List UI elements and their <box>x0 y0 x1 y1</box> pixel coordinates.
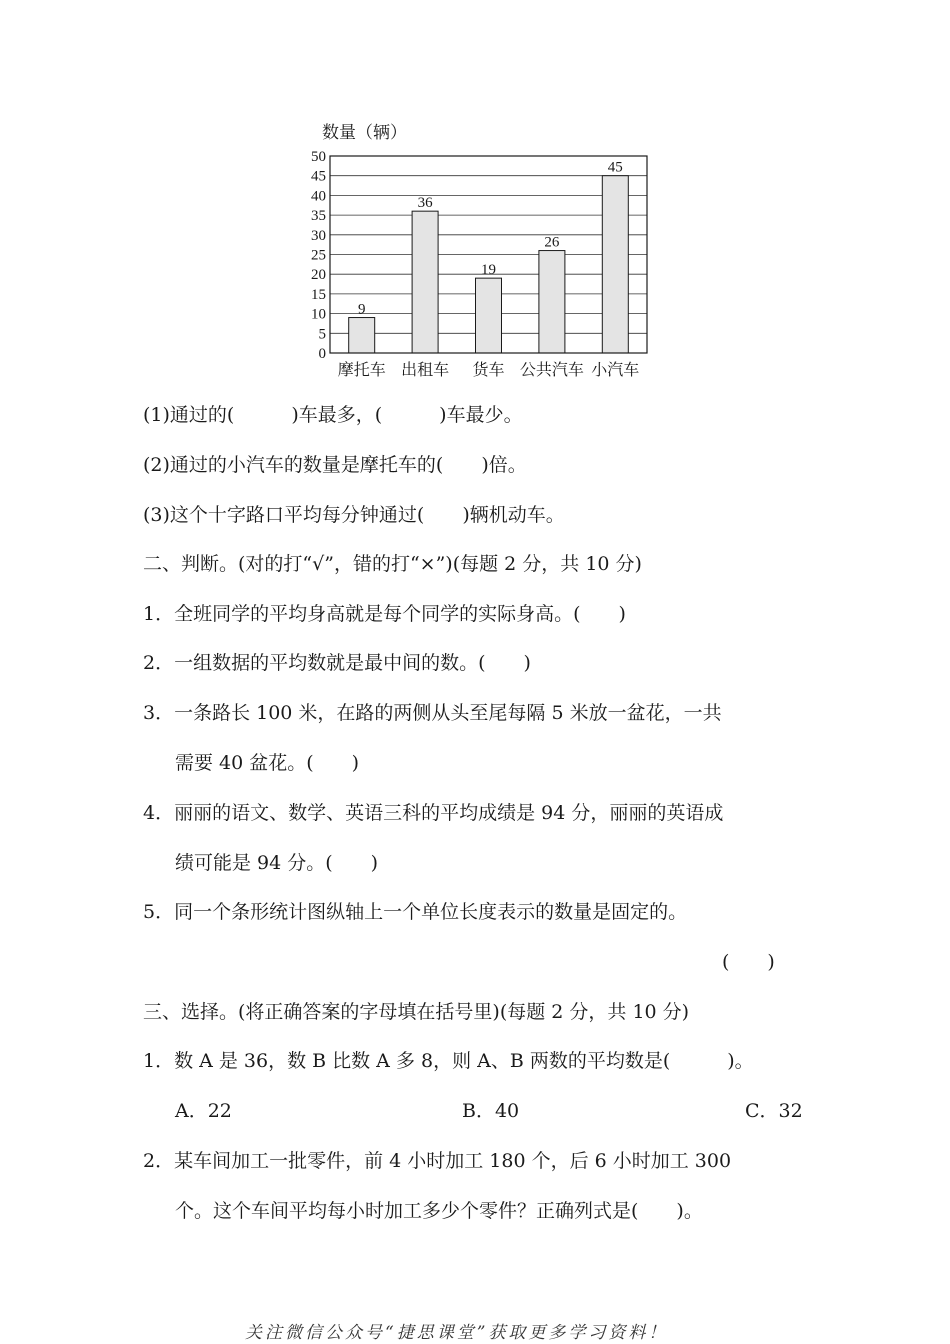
bar-data-label: 45 <box>607 159 623 176</box>
y-tick-label: 35 <box>311 208 326 225</box>
chart-bars <box>349 160 629 353</box>
choice-option-c: C．32 <box>745 1100 803 1122</box>
x-tick-label: 出租车 <box>401 362 450 379</box>
y-tick-label: 50 <box>311 149 326 165</box>
choice-option-b: B．40 <box>462 1100 520 1122</box>
judge-item-3-cont: 需要 40 盆花。( ) <box>175 752 360 774</box>
bar-chart <box>290 110 660 382</box>
judge-item-3: 3．一条路长 100 米，在路的两侧从头至尾每隔 5 米放一盆花，一共 <box>143 702 722 724</box>
judge-item-1: 1．全班同学的平均身高就是每个同学的实际身高。( ) <box>143 603 626 625</box>
bar <box>539 251 565 353</box>
y-tick-labels <box>311 149 326 362</box>
question-1-2: (2)通过的小汽车的数量是摩托车的( )倍。 <box>143 454 527 476</box>
bar-data-label: 9 <box>357 301 366 318</box>
judge-item-4: 4．丽丽的语文、数学、英语三科的平均成绩是 94 分，丽丽的英语成 <box>143 802 724 824</box>
question-1-3: (3)这个十字路口平均每分钟通过( )辆机动车。 <box>143 504 565 526</box>
bar-data-label: 36 <box>417 195 433 212</box>
y-tick-label: 10 <box>311 306 326 323</box>
choice-question-2-cont: 个。这个车间平均每小时加工多少个零件？正确列式是( )。 <box>175 1200 703 1222</box>
choice-question-2: 2．某车间加工一批零件，前 4 小时加工 180 个，后 6 小时加工 300 <box>143 1150 732 1172</box>
section-2-heading: 二、判断。(对的打“√”，错的打“×”)(每题 2 分，共 10 分) <box>143 553 642 575</box>
y-tick-label: 5 <box>318 326 326 343</box>
y-tick-label: 20 <box>311 267 326 284</box>
x-tick-label: 小汽车 <box>591 362 640 379</box>
y-axis-label: 数量（辆） <box>322 123 407 142</box>
choice-option-a: A．22 <box>175 1100 232 1122</box>
y-tick-label: 15 <box>311 286 326 303</box>
bar <box>412 211 438 353</box>
judge-item-4-cont: 绩可能是 94 分。( ) <box>175 852 379 874</box>
x-tick-label: 公共汽车 <box>519 362 584 379</box>
question-1-1: (1)通过的( )车最多，( )车最少。 <box>143 404 523 426</box>
y-tick-label: 25 <box>311 247 326 264</box>
choice-question-1: 1．数 A 是 36，数 B 比数 A 多 8，则 A、B 两数的平均数是( )。 <box>143 1050 754 1072</box>
judge-item-5: 5．同一个条形统计图纵轴上一个单位长度表示的数量是固定的。 <box>143 901 688 923</box>
judge-item-2: 2．一组数据的平均数就是最中间的数。( ) <box>143 652 531 674</box>
y-tick-label: 45 <box>311 168 326 185</box>
x-tick-labels <box>338 361 640 379</box>
y-tick-label: 0 <box>318 346 326 362</box>
x-tick-label: 摩托车 <box>337 362 386 379</box>
bar <box>349 318 375 353</box>
footer-note: 关注微信公众号“捷思课堂”获取更多学习资料！ <box>245 1323 669 1343</box>
judge-item-5-answer: ( ) <box>722 951 775 973</box>
bar-data-label: 26 <box>544 234 560 251</box>
y-tick-label: 30 <box>311 227 326 244</box>
y-tick-label: 40 <box>311 188 326 205</box>
bar <box>476 278 502 353</box>
bar-data-label: 19 <box>481 262 496 279</box>
bar <box>602 176 628 353</box>
section-3-heading: 三、选择。(将正确答案的字母填在括号里)(每题 2 分，共 10 分) <box>143 1001 690 1023</box>
x-tick-label: 货车 <box>472 362 505 379</box>
